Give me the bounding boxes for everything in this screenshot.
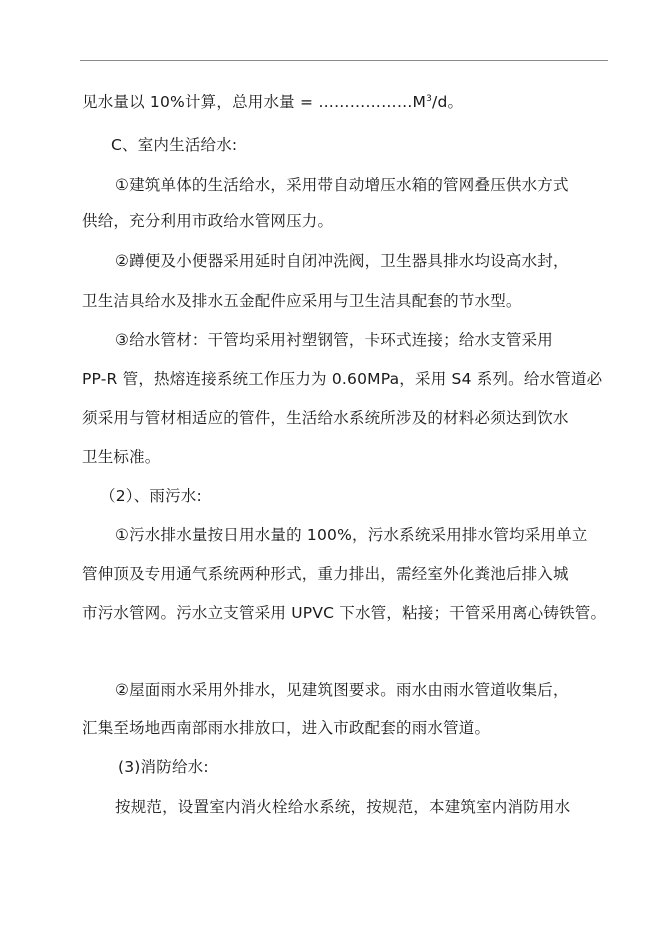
text-line-14: 市污水管网。污水立支管采用 UPVC 下水管，粘接；干管采用离心铸铁管。 [82,604,607,622]
text-line-13: 管伸顶及专用通气系统两种形式，重力排出，需经室外化粪池后排入城 [82,565,569,583]
text-line-10: 卫生标准。 [82,448,161,466]
header-rule [80,60,608,61]
text-line-3: ①建筑单体的生活给水，采用带自动增压水箱的管网叠压供水方式 [115,176,569,194]
text-line-8: PP-R 管，热熔连接系统工作压力为 0.60MPa，采用 S4 系列。给水管道必 [82,370,603,388]
text-line-18: 按规范，设置室内消火栓给水系统，按规范，本建筑室内消防用水 [115,798,571,816]
section-heading-2: （2）、雨污水: [100,487,202,505]
text-line-6: 卫生洁具给水及排水五金配件应采用与卫生洁具配套的节水型。 [82,292,522,310]
section-heading-c: C、室内生活给水: [111,136,238,154]
text-line-1: 见水量以 10%计算，总用水量 = $\dots\dots\dots\dots\dots\dots M^3/d$。 [82,93,464,111]
text-line-16: 汇集至场地西南部雨水排放口，进入市政配套的雨水管道。 [82,719,491,737]
text-line-15: ②屋面雨水采用外排水，见建筑图要求。雨水由雨水管道收集后， [115,681,569,699]
text-line-4: 供给，充分利用市政给水管网压力。 [82,212,334,230]
section-heading-3: (3)消防给水: [118,758,209,776]
text-line-7: ③给水管材：干管均采用衬塑钢管，卡环式连接；给水支管采用 [115,331,553,349]
text-line-12: ①污水排水量按日用水量的 100%，污水系统采用排水管均采用单立 [115,526,588,544]
text-line-5: ②蹲便及小便器采用延时自闭冲洗阀，卫生器具排水均设高水封， [115,252,569,270]
text-line-9: 须采用与管材相适应的管件，生活给水系统所涉及的材料必须达到饮水 [82,409,569,427]
